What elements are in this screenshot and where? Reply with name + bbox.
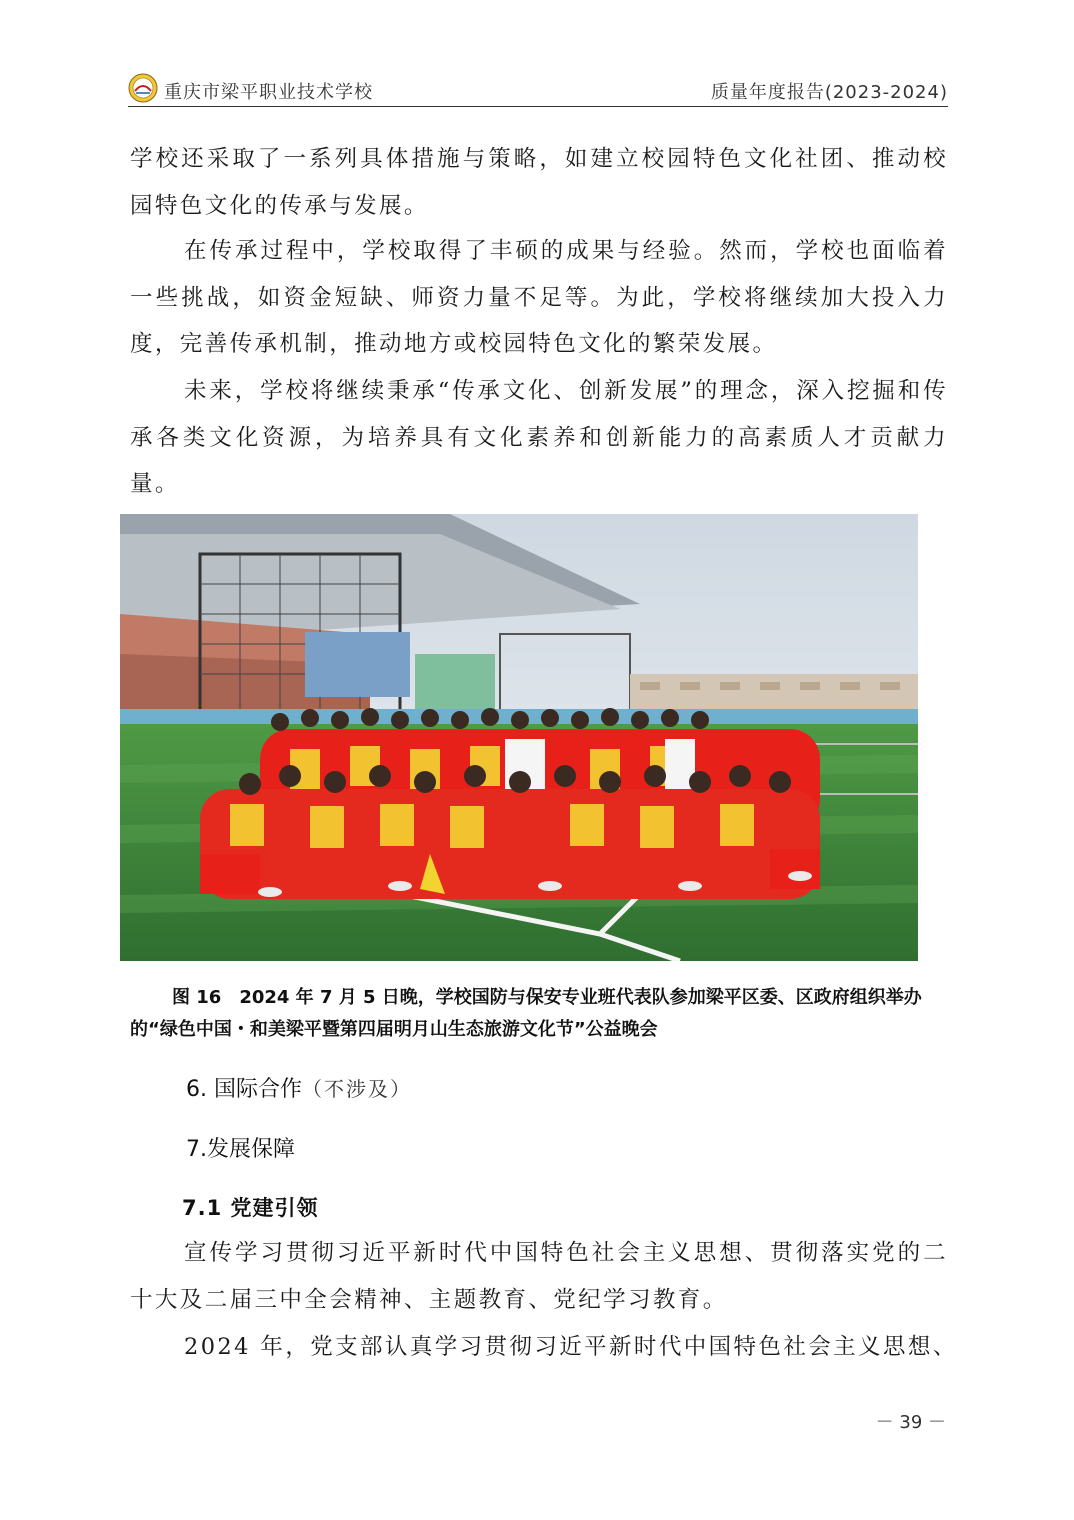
paragraph-4: 宣传学习贯彻习近平新时代中国特色社会主义思想、贯彻落实党的二十大及二届三中全会精神、主题教育、党纪学习教育。 — [130, 1240, 948, 1313]
section-6-title: 6. 国际合作 — [186, 1077, 302, 1102]
school-name: 重庆市梁平职业技术学校 — [164, 82, 373, 103]
report-title: 质量年度报告(2023-2024) — [710, 82, 948, 103]
section-7-1-heading: 7.1 党建引领 — [182, 1196, 319, 1220]
figure-caption: 图 16 2024 年 7 月 5 日晚，学校国防与保安专业班代表队参加梁平区委、区政府组织举办的“绿色中国・和美梁平暨第四届明月山生态旅游文化节”公益晚会 — [130, 987, 922, 1040]
section-6-note: （不涉及） — [301, 1077, 412, 1101]
page-number: － 39 － — [875, 1412, 946, 1433]
paragraph-2: 在传承过程中，学校取得了丰硕的成果与经验。然而，学校也面临着一些挑战，如资金短缺、师资力量不足等。为此，学校将继续加大投入力度，完善传承机制，推动地方或校园特色文化的繁荣发展。 — [130, 238, 948, 357]
page-header — [128, 70, 948, 107]
school-logo-icon — [128, 73, 158, 103]
section-6-heading — [186, 1072, 412, 1103]
section-7-heading: 7.发展保障 — [186, 1137, 295, 1162]
paragraph-3: 未来，学校将继续秉承“传承文化、创新发展”的理念，深入挖掘和传承各类文化资源，为培养具有文化素养和创新能力的高素质人才贡献力量。 — [130, 378, 948, 497]
paragraph-5: 2024 年，党支部认真学习贯彻习近平新时代中国特色社会主义思想、 — [184, 1334, 958, 1360]
event-photo — [120, 514, 918, 961]
paragraph-1: 学校还采取了一系列具体措施与策略，如建立校园特色文化社团、推动校园特色文化的传承与发展。 — [130, 146, 948, 219]
